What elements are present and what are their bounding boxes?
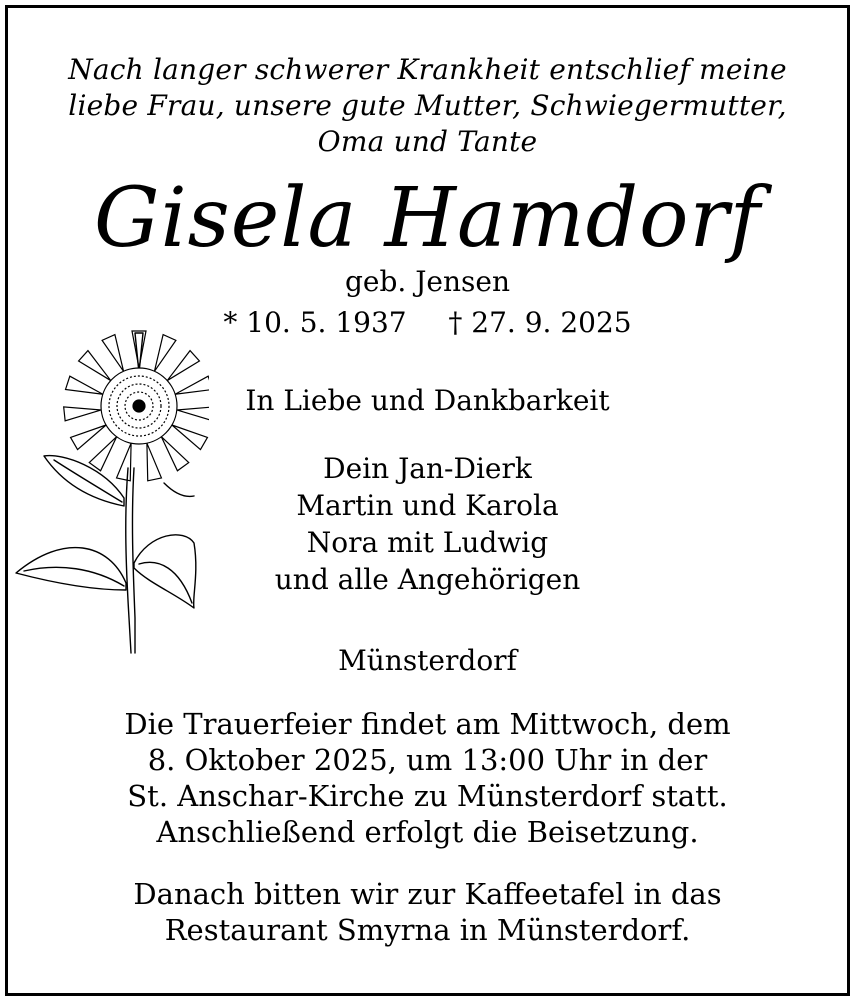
ceremony-line-1: Die Trauerfeier findet am Mittwoch, dem	[124, 707, 731, 741]
reception-line-2: Restaurant Smyrna in Münsterdorf.	[164, 913, 691, 947]
intro-line-2: liebe Frau, unsere gute Mutter, Schwiegermutter,	[68, 89, 787, 122]
mourner-line-3: Nora mit Ludwig	[306, 526, 549, 559]
intro-line-1: Nach langer schwerer Krankheit entschlief meine	[68, 53, 787, 86]
death-date: † 27. 9. 2025	[448, 306, 632, 339]
intro-line-3: Oma und Tante	[317, 125, 538, 158]
deceased-name: Gisela Hamdorf	[93, 171, 762, 266]
place-line: Münsterdorf	[338, 644, 517, 677]
mourner-line-2: Martin und Karola	[296, 489, 559, 522]
mourner-line-4: und alle Angehörigen	[274, 563, 581, 596]
birth-date: * 10. 5. 1937	[223, 306, 407, 339]
ceremony-line-4: Anschließend erfolgt die Beisetzung.	[156, 815, 699, 849]
ceremony-line-3: St. Anschar-Kirche zu Münsterdorf statt.	[127, 779, 728, 813]
maiden-name: geb. Jensen	[344, 265, 511, 298]
gratitude-line: In Liebe und Dankbarkeit	[245, 384, 610, 417]
mourner-line-1: Dein Jan-Dierk	[323, 452, 532, 485]
reception-line-1: Danach bitten wir zur Kaffeetafel in das	[133, 877, 722, 911]
ceremony-line-2: 8. Oktober 2025, um 13:00 Uhr in der	[147, 743, 708, 777]
